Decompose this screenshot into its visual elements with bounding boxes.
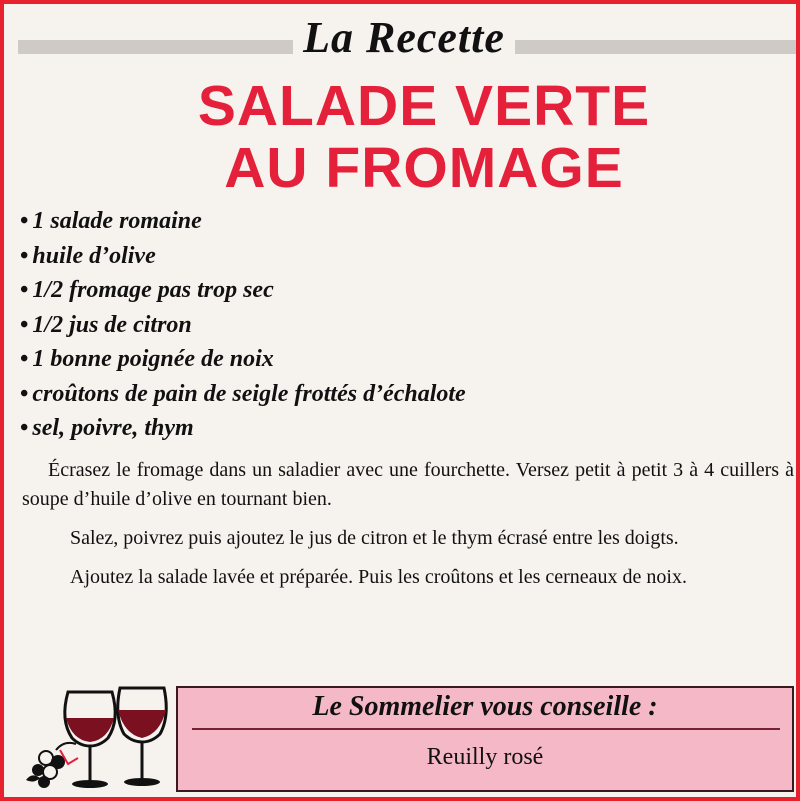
method-paragraph: Ajoutez la salade lavée et préparée. Puis les croûtons et les cerneaux de noix. (70, 566, 687, 588)
sommelier-heading: Le Sommelier vous conseille : (312, 691, 658, 722)
method-paragraph: Écrasez le fromage dans un saladier avec une fourchette. Versez petit à petit 3 à 4 cuillers à soupe d’huile d’olive en tournant bien. (22, 459, 794, 510)
method-text (22, 456, 794, 602)
kicker-text: La Recette (293, 13, 515, 62)
bullet-icon: • (20, 415, 29, 441)
wine-glasses-icon (20, 680, 170, 792)
ingredient-item: • 1 salade romaine (20, 208, 202, 234)
bullet-icon: • (20, 277, 29, 303)
ingredient-item: • 1/2 jus de citron (20, 311, 192, 338)
divider (192, 728, 780, 730)
ingredient-item: • huile d’olive (20, 242, 156, 269)
bullet-icon: • (20, 346, 29, 372)
ingredient-item: • 1/2 fromage pas trop sec (20, 277, 274, 303)
wine-recommendation: Reuilly rosé (426, 744, 544, 770)
bullet-icon: • (20, 242, 29, 269)
method-paragraph: Salez, poivrez puis ajoutez le jus de citron et le thym écrasé entre les doigts. (70, 527, 679, 549)
bullet-icon: • (20, 311, 29, 338)
section-kicker (4, 12, 800, 63)
ingredient-list (20, 204, 620, 446)
sommelier-box (176, 686, 794, 792)
recipe-title-line-2: AU FROMAGE (224, 136, 624, 200)
ingredient-item: • sel, poivre, thym (20, 415, 194, 441)
ingredient-item: • croûtons de pain de seigle frottés d’échalote (20, 380, 466, 407)
recipe-title-line-1: SALADE VERTE (197, 74, 651, 138)
bullet-icon: • (20, 380, 29, 407)
ingredient-item: • 1 bonne poignée de noix (20, 346, 274, 372)
bullet-icon: • (20, 208, 29, 234)
